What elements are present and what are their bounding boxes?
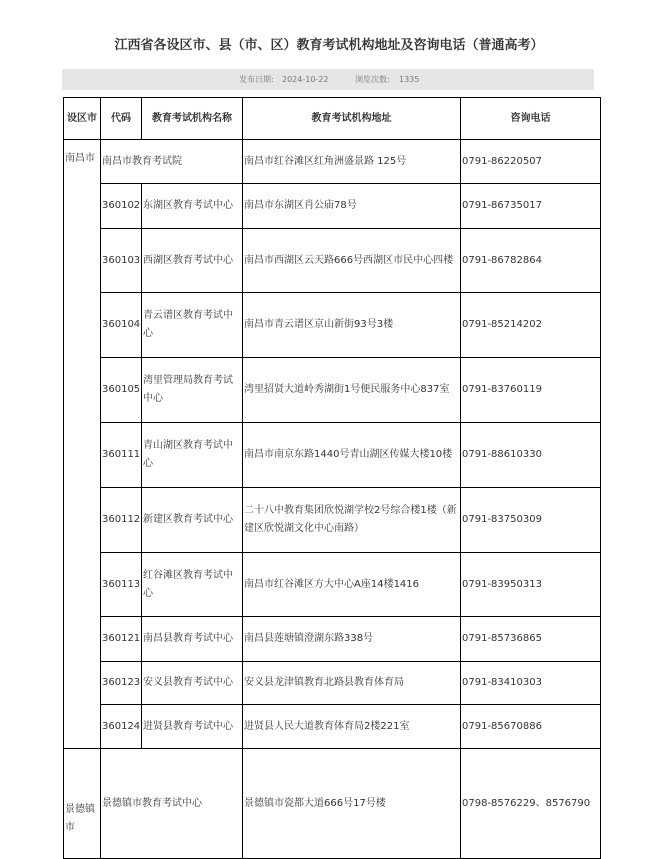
phone-cell: 0791-83950313 <box>461 553 601 617</box>
page-title: 江西省各设区市、县（市、区）教育考试机构地址及咨询电话（普通高考） <box>114 38 544 53</box>
city-cell: 景德镇市 <box>64 749 101 859</box>
header-city: 设区市 <box>64 98 101 140</box>
agency-name-cell: 青山湖区教育考试中心 <box>142 423 243 488</box>
code-cell: 360103 <box>101 229 142 293</box>
address-cell: 南昌市西湖区云天路666号西湖区市民中心四楼 <box>243 229 461 293</box>
address-cell: 湾里招贤大道岭秀湖街1号便民服务中心837室 <box>243 358 461 423</box>
code-cell: 360124 <box>101 705 142 749</box>
table-row <box>64 705 601 749</box>
code-cell: 360105 <box>101 358 142 423</box>
views-count: 1335 <box>399 75 420 84</box>
table-row <box>64 749 601 859</box>
table-header-row <box>64 98 601 140</box>
phone-cell: 0791-88610330 <box>461 423 601 488</box>
address-cell: 安义县龙津镇教育北路县教育体育局 <box>243 662 461 705</box>
agency-name-cell: 西湖区教育考试中心 <box>142 229 243 293</box>
phone-cell: 0791-83750309 <box>461 488 601 553</box>
address-cell: 进贤县人民大道教育体育局2楼221室 <box>243 705 461 749</box>
phone-cell: 0791-83410303 <box>461 662 601 705</box>
table-row <box>64 423 601 488</box>
code-cell: 360112 <box>101 488 142 553</box>
agency-name-cell: 东湖区教育考试中心 <box>142 184 243 229</box>
header-phone: 咨询电话 <box>461 98 601 140</box>
publish-date: 2024-10-22 <box>282 75 329 84</box>
agency-name-cell: 南昌县教育考试中心 <box>142 617 243 662</box>
phone-cell: 0791-85736865 <box>461 617 601 662</box>
address-cell: 南昌市青云谱区京山新街93号3楼 <box>243 293 461 358</box>
exam-agency-table <box>63 97 601 859</box>
agency-name-cell: 南昌市教育考试院 <box>101 140 243 184</box>
phone-cell: 0791-83760119 <box>461 358 601 423</box>
phone-cell: 0791-86782864 <box>461 229 601 293</box>
code-cell: 360113 <box>101 553 142 617</box>
phone-cell: 0791-86735017 <box>461 184 601 229</box>
agency-name-cell: 新建区教育考试中心 <box>142 488 243 553</box>
code-cell: 360111 <box>101 423 142 488</box>
table-row <box>64 488 601 553</box>
address-cell: 南昌市东湖区肖公庙78号 <box>243 184 461 229</box>
table-row <box>64 229 601 293</box>
agency-name-cell: 进贤县教育考试中心 <box>142 705 243 749</box>
address-cell: 南昌市南京东路1440号青山湖区传媒大楼10楼 <box>243 423 461 488</box>
address-cell: 南昌市红谷滩区红角洲盛景路 125号 <box>243 140 461 184</box>
address-cell: 南昌市红谷滩区方大中心A座14楼1416 <box>243 553 461 617</box>
table-row <box>64 662 601 705</box>
code-cell: 360104 <box>101 293 142 358</box>
phone-cell: 0791-85214202 <box>461 293 601 358</box>
address-cell: 南昌县莲塘镇澄湖东路338号 <box>243 617 461 662</box>
agency-name-cell: 景德镇市教育考试中心 <box>101 749 243 859</box>
address-cell: 景德镇市瓷都大道666号17号楼 <box>243 749 461 859</box>
phone-cell: 0798-8576229、8576790 <box>461 749 601 859</box>
phone-cell: 0791-86220507 <box>461 140 601 184</box>
header-code: 代码 <box>101 98 142 140</box>
table-row <box>64 140 601 184</box>
code-cell: 360123 <box>101 662 142 705</box>
table-row <box>64 184 601 229</box>
agency-name-cell: 湾里管理局教育考试中心 <box>142 358 243 423</box>
city-cell: 南昌市 <box>64 140 101 749</box>
table-row <box>64 553 601 617</box>
agency-name-cell: 青云谱区教育考试中心 <box>142 293 243 358</box>
table-row <box>64 617 601 662</box>
views-label: 浏览次数: <box>355 75 390 84</box>
agency-name-cell: 红谷滩区教育考试中心 <box>142 553 243 617</box>
code-cell: 360102 <box>101 184 142 229</box>
header-agency-name: 教育考试机构名称 <box>142 98 243 140</box>
code-cell: 360121 <box>101 617 142 662</box>
header-address: 教育考试机构地址 <box>243 98 461 140</box>
article-meta-bar <box>62 69 594 90</box>
agency-name-cell: 安义县教育考试中心 <box>142 662 243 705</box>
table-row <box>64 358 601 423</box>
table-row <box>64 293 601 358</box>
publish-date-label: 发布日期: <box>239 75 274 84</box>
address-cell: 二十八中教育集团欣悦湖学校2号综合楼1楼（新建区欣悦湖文化中心南路） <box>243 488 461 553</box>
phone-cell: 0791-85670886 <box>461 705 601 749</box>
